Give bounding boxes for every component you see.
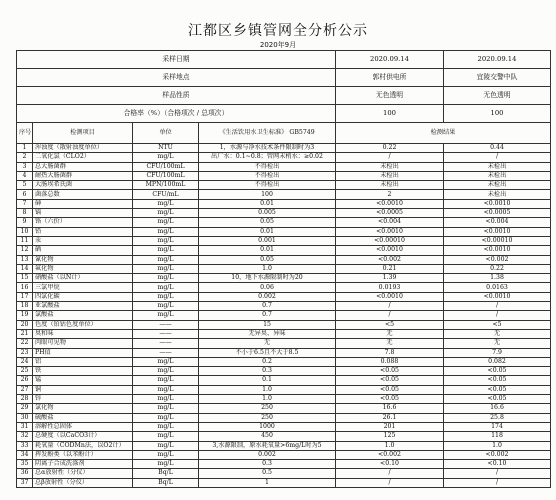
table-row: [17, 385, 551, 394]
table-row: [17, 227, 551, 236]
row-result-1: <0.05: [336, 376, 444, 385]
row-unit: mg/L: [133, 432, 199, 441]
table-row: [17, 153, 551, 162]
row-result-2: 1.38: [444, 274, 551, 283]
table-row: [17, 357, 551, 366]
row-result-1: 未检出: [336, 171, 444, 180]
column-header-unit: 单位: [133, 123, 199, 144]
row-item: 阴离子合成洗涤剂: [33, 460, 133, 469]
row-result-2: 25.8: [444, 413, 551, 422]
table-row: [17, 181, 551, 190]
row-unit: mg/L: [133, 218, 199, 227]
row-standard: 不得检出: [199, 162, 336, 171]
table-row: [17, 283, 551, 292]
row-result-2: /: [444, 478, 551, 487]
row-result-1: <0.0010: [336, 246, 444, 255]
row-number: 18: [17, 302, 33, 311]
row-result-2: <0.05: [444, 385, 551, 394]
row-result-1: <0.002: [336, 255, 444, 264]
header-value: 100: [336, 105, 444, 123]
table-row: [17, 376, 551, 385]
row-number: 12: [17, 246, 33, 255]
row-standard: 0.7: [199, 311, 336, 320]
row-number: 4: [17, 171, 33, 180]
table-row: [17, 320, 551, 329]
row-unit: mg/L: [133, 255, 199, 264]
row-result-1: 0.21: [336, 264, 444, 273]
row-item: 铜: [33, 385, 133, 394]
header-row: [17, 51, 551, 69]
row-number: 10: [17, 227, 33, 236]
row-result-2: <0.05: [444, 395, 551, 404]
header-value: 2020.09.14: [336, 51, 444, 69]
row-result-2: <0.0005: [444, 209, 551, 218]
row-result-1: /: [336, 478, 444, 487]
row-item: 锌: [33, 395, 133, 404]
row-result-1: <0.002: [336, 450, 444, 459]
table-row: [17, 292, 551, 301]
row-standard: 出厂水：0.1~0.8；管网末梢水：≥0.02: [199, 153, 336, 162]
table-row: [17, 450, 551, 459]
header-label: 采样日期: [17, 51, 336, 69]
row-result-2: <0.002: [444, 450, 551, 459]
row-number: 29: [17, 404, 33, 413]
row-result-1: <0.0010: [336, 227, 444, 236]
row-unit: Bq/L: [133, 469, 199, 478]
header-value: 宜陵交警中队: [444, 69, 551, 87]
row-standard: 15: [199, 320, 336, 329]
row-item: 溶解性总固体: [33, 422, 133, 431]
table-row: [17, 432, 551, 441]
row-item: 总大肠菌群: [33, 162, 133, 171]
row-unit: mg/L: [133, 404, 199, 413]
row-result-2: 0.44: [444, 144, 551, 153]
row-result-2: 174: [444, 422, 551, 431]
row-unit: mg/L: [133, 441, 199, 450]
row-standard: 0.1: [199, 376, 336, 385]
row-result-1: /: [336, 469, 444, 478]
row-unit: mg/L: [133, 376, 199, 385]
row-unit: mg/L: [133, 413, 199, 422]
row-result-2: /: [444, 302, 551, 311]
table-row: [17, 218, 551, 227]
row-standard: 无: [199, 339, 336, 348]
row-unit: mg/L: [133, 246, 199, 255]
row-item: 亚氯酸盐: [33, 302, 133, 311]
row-number: 32: [17, 432, 33, 441]
row-number: 30: [17, 413, 33, 422]
row-result-2: 未检出: [444, 190, 551, 199]
row-item: 硫酸盐: [33, 413, 133, 422]
row-result-1: 未检出: [336, 162, 444, 171]
row-result-2: 16.6: [444, 404, 551, 413]
table-row: [17, 478, 551, 487]
row-item: 硒: [33, 246, 133, 255]
column-header-result: 检测结果: [336, 123, 551, 144]
page-subtitle: 2020年9月: [259, 41, 297, 49]
row-standard: 不小于6.5且不大于8.5: [199, 348, 336, 357]
row-unit: CFU/100mL: [133, 171, 199, 180]
row-result-2: <0.0010: [444, 246, 551, 255]
row-result-2: /: [444, 153, 551, 162]
row-standard: 1: [199, 478, 336, 487]
row-number: 11: [17, 236, 33, 245]
table-row: [17, 162, 551, 171]
row-result-2: <0.004: [444, 218, 551, 227]
row-number: 24: [17, 357, 33, 366]
row-unit: NTU: [133, 144, 199, 153]
row-result-2: 无: [444, 329, 551, 338]
row-unit: CFU/mL: [133, 190, 199, 199]
row-item: 总α放射性（分仪）: [33, 469, 133, 478]
row-item: 浑浊度（散射浊度单位）: [33, 144, 133, 153]
row-result-2: 无: [444, 339, 551, 348]
row-standard: 0.3: [199, 367, 336, 376]
row-standard: 0.3: [199, 460, 336, 469]
table-row: [17, 190, 551, 199]
row-number: 28: [17, 395, 33, 404]
row-item: 挥发酚类（以苯酚计）: [33, 450, 133, 459]
row-standard: 1000: [199, 422, 336, 431]
row-unit: mg/L: [133, 302, 199, 311]
page-title: 江都区乡镇管网全分析公示: [188, 23, 368, 39]
row-number: 23: [17, 348, 33, 357]
header-value: 无色透明: [336, 87, 444, 105]
row-item: 氯化物: [33, 404, 133, 413]
row-result-2: 7.9: [444, 348, 551, 357]
row-unit: mg/L: [133, 311, 199, 320]
row-unit: MPN/100mL: [133, 181, 199, 190]
row-standard: 0.06: [199, 283, 336, 292]
row-standard: 1.0: [199, 385, 336, 394]
row-standard: 0.05: [199, 218, 336, 227]
row-result-2: 未检出: [444, 162, 551, 171]
row-result-1: <0.0005: [336, 209, 444, 218]
row-result-2: <0.0010: [444, 227, 551, 236]
header-value: 郭村供电所: [336, 69, 444, 87]
row-result-2: <0.00010: [444, 236, 551, 245]
table-row: [17, 460, 551, 469]
row-result-1: <0.004: [336, 218, 444, 227]
row-result-1: 未检出: [336, 181, 444, 190]
row-result-2: <5: [444, 320, 551, 329]
table-row: [17, 395, 551, 404]
row-result-1: 1.0: [336, 441, 444, 450]
row-result-2: 0.0163: [444, 283, 551, 292]
analysis-table-body: [17, 51, 551, 488]
row-number: 5: [17, 181, 33, 190]
row-result-2: /: [444, 311, 551, 320]
row-result-1: <0.05: [336, 385, 444, 394]
row-item: 色度（铂钴色度单位）: [33, 320, 133, 329]
row-unit: mg/L: [133, 153, 199, 162]
row-number: 6: [17, 190, 33, 199]
row-unit: mg/L: [133, 283, 199, 292]
header-label: 合格率（%）（合格项次 / 总项次）: [17, 105, 336, 123]
row-result-1: 16.6: [336, 404, 444, 413]
table-row: [17, 246, 551, 255]
row-result-1: <5: [336, 320, 444, 329]
row-unit: mg/L: [133, 385, 199, 394]
row-result-1: 125: [336, 432, 444, 441]
table-row: [17, 199, 551, 208]
row-item: 耐热大肠菌群: [33, 171, 133, 180]
row-item: 砷: [33, 199, 133, 208]
row-unit: Bq/L: [133, 478, 199, 487]
row-number: 2: [17, 153, 33, 162]
table-row: [17, 302, 551, 311]
row-item: 二氧化氯（CLO2）: [33, 153, 133, 162]
table-row: [17, 209, 551, 218]
row-number: 35: [17, 460, 33, 469]
column-header-item: 检测项目: [33, 123, 133, 144]
row-result-1: /: [336, 153, 444, 162]
row-number: 37: [17, 478, 33, 487]
row-standard: 0.01: [199, 227, 336, 236]
row-item: 氰化物: [33, 255, 133, 264]
row-number: 27: [17, 385, 33, 394]
row-item: 镉: [33, 209, 133, 218]
row-unit: CFU/100mL: [133, 162, 199, 171]
row-standard: 1.0: [199, 264, 336, 273]
row-unit: mg/L: [133, 422, 199, 431]
row-item: 铁: [33, 367, 133, 376]
row-result-1: /: [336, 311, 444, 320]
row-unit: mg/L: [133, 209, 199, 218]
row-standard: 0.01: [199, 246, 336, 255]
table-row: [17, 339, 551, 348]
row-number: 36: [17, 469, 33, 478]
row-result-1: 2: [336, 190, 444, 199]
row-result-2: 未检出: [444, 181, 551, 190]
table-row: [17, 413, 551, 422]
row-item: 三氯甲烷: [33, 283, 133, 292]
row-standard: 100: [199, 190, 336, 199]
row-item: PH值: [33, 348, 133, 357]
row-item: 总硬度（以CaCO3计）: [33, 432, 133, 441]
header-label: 样品性质: [17, 87, 336, 105]
header-value: 100: [444, 105, 551, 123]
row-number: 3: [17, 162, 33, 171]
row-standard: 250: [199, 404, 336, 413]
table-row: [17, 144, 551, 153]
row-item: 铬（六价）: [33, 218, 133, 227]
table-row: [17, 441, 551, 450]
row-unit: mg/L: [133, 227, 199, 236]
header-row: [17, 69, 551, 87]
analysis-table: [16, 50, 551, 488]
row-number: 1: [17, 144, 33, 153]
row-result-1: <0.00010: [336, 236, 444, 245]
header-value: 无色透明: [444, 87, 551, 105]
column-header-no: 序号: [17, 123, 33, 144]
row-item: 氯酸盐: [33, 311, 133, 320]
row-unit: mg/L: [133, 395, 199, 404]
row-result-2: /: [444, 469, 551, 478]
row-result-2: 0.22: [444, 264, 551, 273]
row-result-2: 0.082: [444, 357, 551, 366]
row-unit: ——: [133, 348, 199, 357]
row-result-1: 0.088: [336, 357, 444, 366]
row-standard: 450: [199, 432, 336, 441]
row-item: 硝酸盐（以N计）: [33, 274, 133, 283]
row-result-1: 0.0193: [336, 283, 444, 292]
row-unit: ——: [133, 339, 199, 348]
row-unit: ——: [133, 320, 199, 329]
row-result-1: <0.0010: [336, 199, 444, 208]
row-unit: mg/L: [133, 460, 199, 469]
row-result-2: 未检出: [444, 171, 551, 180]
row-item: 四氯化碳: [33, 292, 133, 301]
row-unit: mg/L: [133, 199, 199, 208]
row-standard: 0.002: [199, 450, 336, 459]
header-row: [17, 87, 551, 105]
row-result-1: <0.05: [336, 395, 444, 404]
row-item: 肉眼可见物: [33, 339, 133, 348]
row-standard: 10，地下水源限制时为20: [199, 274, 336, 283]
row-standard: 无异臭、异味: [199, 329, 336, 338]
row-number: 20: [17, 320, 33, 329]
header-value: 2020.09.14: [444, 51, 551, 69]
row-result-1: 1.39: [336, 274, 444, 283]
row-item: 大肠埃希氏菌: [33, 181, 133, 190]
row-result-2: <0.10: [444, 460, 551, 469]
table-row: [17, 367, 551, 376]
row-result-1: <0.0010: [336, 292, 444, 301]
row-item: 铅: [33, 227, 133, 236]
table-row: [17, 422, 551, 431]
table-row: [17, 311, 551, 320]
row-result-2: <0.05: [444, 376, 551, 385]
row-number: 31: [17, 422, 33, 431]
row-standard: 不得检出: [199, 181, 336, 190]
table-row: [17, 348, 551, 357]
row-item: 汞: [33, 236, 133, 245]
row-number: 17: [17, 292, 33, 301]
header-row: [17, 105, 551, 123]
row-number: 8: [17, 209, 33, 218]
row-number: 15: [17, 274, 33, 283]
row-result-1: 201: [336, 422, 444, 431]
row-number: 7: [17, 199, 33, 208]
row-number: 26: [17, 376, 33, 385]
table-row: [17, 171, 551, 180]
table-row: [17, 404, 551, 413]
row-standard: 1，水源与净水技术条件限制时为3: [199, 144, 336, 153]
row-number: 34: [17, 450, 33, 459]
row-standard: 0.05: [199, 255, 336, 264]
row-unit: ——: [133, 329, 199, 338]
row-standard: 不得检出: [199, 171, 336, 180]
row-number: 25: [17, 367, 33, 376]
row-result-1: 26.1: [336, 413, 444, 422]
row-result-2: 118: [444, 432, 551, 441]
row-standard: 3,水源限制，原水耗氧量>6mg/L时为5: [199, 441, 336, 450]
row-unit: mg/L: [133, 450, 199, 459]
row-result-2: <0.0010: [444, 292, 551, 301]
row-number: 19: [17, 311, 33, 320]
table-row: [17, 274, 551, 283]
row-standard: 250: [199, 413, 336, 422]
row-item: 耗氧量（CODMn法，以O2计）: [33, 441, 133, 450]
row-number: 21: [17, 329, 33, 338]
row-standard: 0.005: [199, 209, 336, 218]
row-number: 14: [17, 264, 33, 273]
row-result-2: <0.0010: [444, 199, 551, 208]
row-standard: 0.002: [199, 292, 336, 301]
row-result-1: 7.8: [336, 348, 444, 357]
row-result-1: 0.22: [336, 144, 444, 153]
row-item: 铝: [33, 357, 133, 366]
column-header-standard: 《生活饮用水卫生标准》 GB5749: [199, 123, 336, 144]
row-item: 菌落总数: [33, 190, 133, 199]
row-result-2: <0.05: [444, 367, 551, 376]
row-result-1: 无: [336, 339, 444, 348]
row-unit: mg/L: [133, 357, 199, 366]
row-number: 33: [17, 441, 33, 450]
table-row: [17, 469, 551, 478]
row-standard: 0.7: [199, 302, 336, 311]
row-unit: mg/L: [133, 274, 199, 283]
row-unit: mg/L: [133, 236, 199, 245]
row-number: 22: [17, 339, 33, 348]
row-result-1: <0.10: [336, 460, 444, 469]
row-item: 氟化物: [33, 264, 133, 273]
row-result-1: <0.05: [336, 367, 444, 376]
table-row: [17, 255, 551, 264]
row-standard: 0.5: [199, 469, 336, 478]
row-standard: 1.0: [199, 395, 336, 404]
header-label: 采样地点: [17, 69, 336, 87]
row-standard: 0.2: [199, 357, 336, 366]
row-item: 臭和味: [33, 329, 133, 338]
row-number: 13: [17, 255, 33, 264]
row-result-1: 无: [336, 329, 444, 338]
table-row: [17, 329, 551, 338]
row-result-2: <0.002: [444, 255, 551, 264]
row-unit: mg/L: [133, 367, 199, 376]
row-unit: mg/L: [133, 292, 199, 301]
row-result-2: 1.0: [444, 441, 551, 450]
table-row: [17, 236, 551, 245]
column-header-row: [17, 123, 551, 144]
row-item: 锰: [33, 376, 133, 385]
row-item: 总β放射性（分仪）: [33, 478, 133, 487]
row-unit: mg/L: [133, 264, 199, 273]
row-number: 16: [17, 283, 33, 292]
table-row: [17, 264, 551, 273]
row-standard: 0.001: [199, 236, 336, 245]
row-number: 9: [17, 218, 33, 227]
row-standard: 0.01: [199, 199, 336, 208]
row-result-1: /: [336, 302, 444, 311]
